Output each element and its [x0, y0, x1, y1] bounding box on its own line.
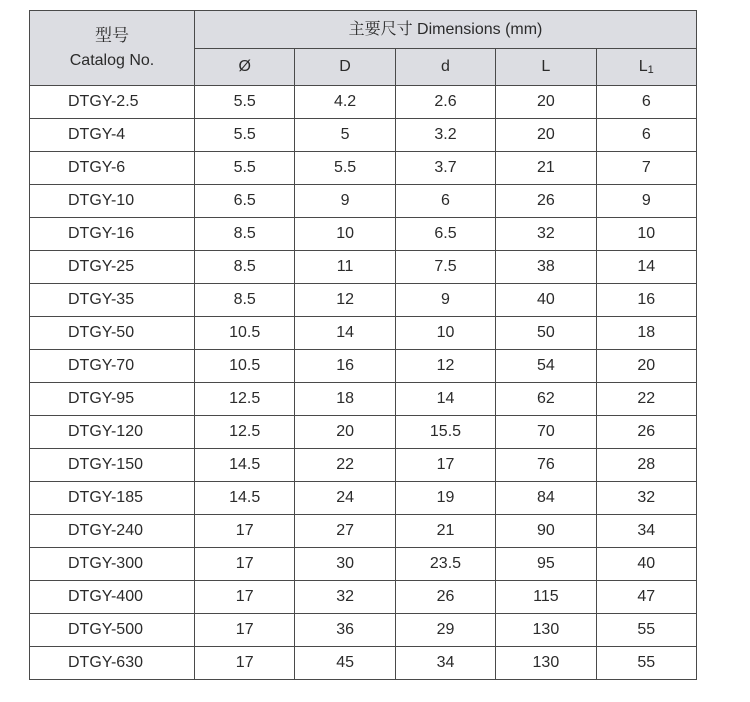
diameter-cell: 12.5 [195, 383, 295, 416]
L-cell: 62 [496, 383, 596, 416]
d-cell: 12 [395, 350, 495, 383]
D-cell: 18 [295, 383, 395, 416]
D-cell: 32 [295, 581, 395, 614]
table-row [30, 119, 697, 152]
L1-cell: 55 [596, 647, 696, 680]
d-cell: 3.2 [395, 119, 495, 152]
d-cell: 17 [395, 449, 495, 482]
L1-cell: 26 [596, 416, 696, 449]
catalog-no-cell: DTGY-630 [30, 647, 195, 680]
L-cell: 38 [496, 251, 596, 284]
L1-cell: 34 [596, 515, 696, 548]
d-cell: 19 [395, 482, 495, 515]
D-cell: 36 [295, 614, 395, 647]
D-cell: 27 [295, 515, 395, 548]
table-row [30, 416, 697, 449]
D-cell: 5.5 [295, 152, 395, 185]
L-cell: 130 [496, 647, 596, 680]
L1-cell: 20 [596, 350, 696, 383]
L-cell: 32 [496, 218, 596, 251]
diameter-cell: 17 [195, 548, 295, 581]
table-body [30, 86, 697, 680]
L1-cell: 9 [596, 185, 696, 218]
table-row [30, 581, 697, 614]
table-row [30, 218, 697, 251]
D-cell: 45 [295, 647, 395, 680]
D-cell: 12 [295, 284, 395, 317]
d-cell: 3.7 [395, 152, 495, 185]
L-cell: 84 [496, 482, 596, 515]
L1-cell: 55 [596, 614, 696, 647]
catalog-header-en: Catalog No. [69, 52, 155, 69]
D-cell: 30 [295, 548, 395, 581]
d-cell: 34 [395, 647, 495, 680]
col-header-L: L [496, 49, 596, 86]
table-row [30, 482, 697, 515]
d-cell: 10 [395, 317, 495, 350]
diameter-cell: 5.5 [195, 152, 295, 185]
table-row [30, 251, 697, 284]
L-cell: 40 [496, 284, 596, 317]
D-cell: 9 [295, 185, 395, 218]
catalog-no-cell: DTGY-240 [30, 515, 195, 548]
diameter-cell: 17 [195, 614, 295, 647]
catalog-no-cell: DTGY-500 [30, 614, 195, 647]
d-cell: 21 [395, 515, 495, 548]
L1-cell: 10 [596, 218, 696, 251]
L1-cell: 28 [596, 449, 696, 482]
L-cell: 20 [496, 86, 596, 119]
col-header-L1-main: L [638, 57, 648, 75]
table-row [30, 383, 697, 416]
L-cell: 54 [496, 350, 596, 383]
D-cell: 22 [295, 449, 395, 482]
dimensions-table [29, 10, 697, 680]
d-cell: 6 [395, 185, 495, 218]
catalog-header [30, 11, 195, 86]
L-cell: 21 [496, 152, 596, 185]
col-header-L1 [596, 49, 696, 86]
diameter-cell: 10.5 [195, 317, 295, 350]
table-row [30, 284, 697, 317]
diameter-cell: 5.5 [195, 119, 295, 152]
L1-cell: 18 [596, 317, 696, 350]
table-row [30, 449, 697, 482]
diameter-cell: 17 [195, 515, 295, 548]
L-cell: 50 [496, 317, 596, 350]
L1-cell: 47 [596, 581, 696, 614]
D-cell: 20 [295, 416, 395, 449]
L1-cell: 14 [596, 251, 696, 284]
d-cell: 14 [395, 383, 495, 416]
L1-cell: 22 [596, 383, 696, 416]
catalog-no-cell: DTGY-10 [30, 185, 195, 218]
L1-cell: 16 [596, 284, 696, 317]
diameter-cell: 8.5 [195, 218, 295, 251]
d-cell: 7.5 [395, 251, 495, 284]
L-cell: 76 [496, 449, 596, 482]
diameter-cell: 8.5 [195, 251, 295, 284]
L-cell: 70 [496, 416, 596, 449]
dimensions-header: 主要尺寸 Dimensions (mm) [195, 11, 697, 49]
diameter-cell: 10.5 [195, 350, 295, 383]
diameter-cell: 12.5 [195, 416, 295, 449]
table-row [30, 152, 697, 185]
L-cell: 26 [496, 185, 596, 218]
catalog-no-cell: DTGY-50 [30, 317, 195, 350]
L-cell: 20 [496, 119, 596, 152]
catalog-no-cell: DTGY-400 [30, 581, 195, 614]
catalog-no-cell: DTGY-95 [30, 383, 195, 416]
diameter-cell: 8.5 [195, 284, 295, 317]
d-cell: 23.5 [395, 548, 495, 581]
table-row [30, 317, 697, 350]
L1-cell: 6 [596, 86, 696, 119]
catalog-no-cell: DTGY-150 [30, 449, 195, 482]
diameter-cell: 17 [195, 647, 295, 680]
diameter-cell: 14.5 [195, 482, 295, 515]
catalog-no-cell: DTGY-6 [30, 152, 195, 185]
catalog-no-cell: DTGY-300 [30, 548, 195, 581]
table-row [30, 350, 697, 383]
d-cell: 26 [395, 581, 495, 614]
col-header-L1-sub: 1 [647, 63, 654, 76]
D-cell: 16 [295, 350, 395, 383]
d-cell: 9 [395, 284, 495, 317]
D-cell: 10 [295, 218, 395, 251]
L1-cell: 40 [596, 548, 696, 581]
D-cell: 11 [295, 251, 395, 284]
L-cell: 115 [496, 581, 596, 614]
diameter-cell: 14.5 [195, 449, 295, 482]
diameter-cell: 17 [195, 581, 295, 614]
table-row [30, 185, 697, 218]
catalog-no-cell: DTGY-4 [30, 119, 195, 152]
col-header-D: D [295, 49, 395, 86]
d-cell: 6.5 [395, 218, 495, 251]
table-row [30, 647, 697, 680]
col-header-d: d [395, 49, 495, 86]
d-cell: 29 [395, 614, 495, 647]
table-row [30, 548, 697, 581]
table-row [30, 86, 697, 119]
D-cell: 5 [295, 119, 395, 152]
table-row [30, 515, 697, 548]
D-cell: 4.2 [295, 86, 395, 119]
table-row [30, 614, 697, 647]
catalog-no-cell: DTGY-70 [30, 350, 195, 383]
d-cell: 2.6 [395, 86, 495, 119]
catalog-no-cell: DTGY-25 [30, 251, 195, 284]
catalog-no-cell: DTGY-185 [30, 482, 195, 515]
L1-cell: 6 [596, 119, 696, 152]
D-cell: 24 [295, 482, 395, 515]
D-cell: 14 [295, 317, 395, 350]
col-header-diameter: Ø [195, 49, 295, 86]
d-cell: 15.5 [395, 416, 495, 449]
L-cell: 95 [496, 548, 596, 581]
L-cell: 130 [496, 614, 596, 647]
catalog-no-cell: DTGY-16 [30, 218, 195, 251]
L1-cell: 7 [596, 152, 696, 185]
diameter-cell: 5.5 [195, 86, 295, 119]
catalog-no-cell: DTGY-2.5 [30, 86, 195, 119]
catalog-header-cn: 型号 [95, 26, 129, 45]
catalog-no-cell: DTGY-35 [30, 284, 195, 317]
diameter-cell: 6.5 [195, 185, 295, 218]
L1-cell: 32 [596, 482, 696, 515]
L-cell: 90 [496, 515, 596, 548]
catalog-no-cell: DTGY-120 [30, 416, 195, 449]
